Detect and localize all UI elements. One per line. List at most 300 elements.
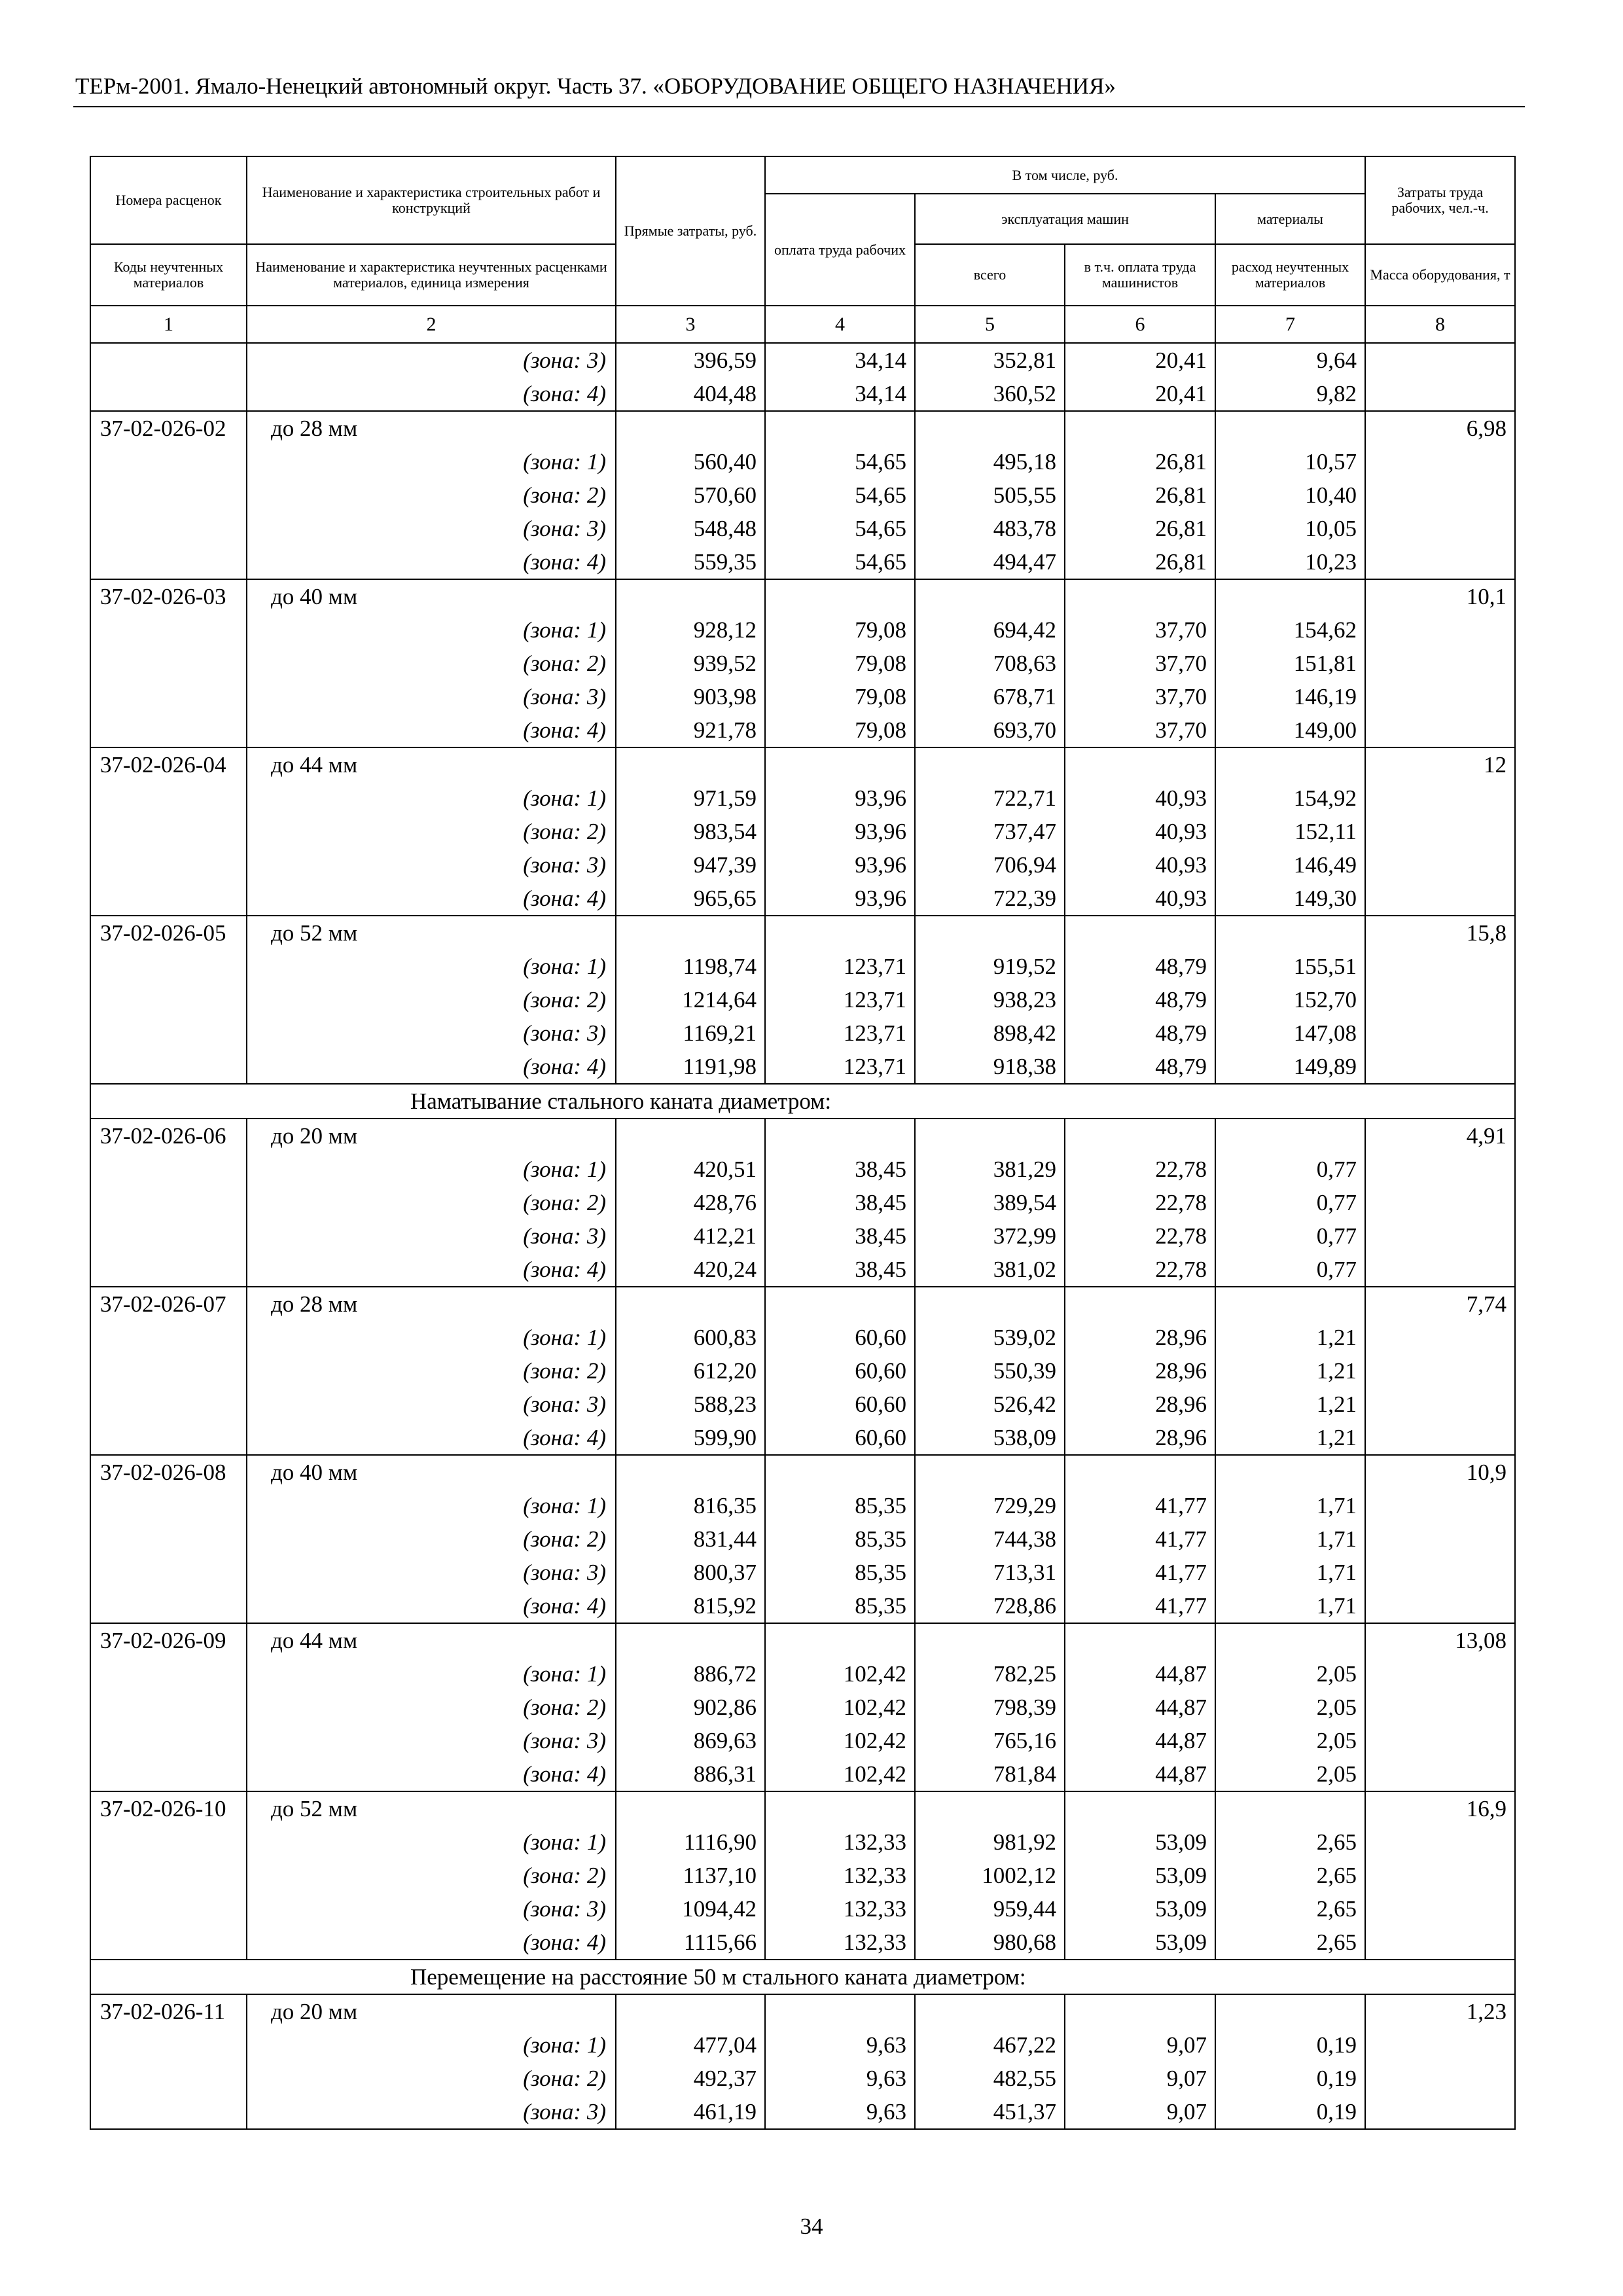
rate-code <box>90 1016 247 1050</box>
direct-cost: 560,40 <box>616 445 765 478</box>
zone-label: (зона: 2) <box>247 1691 616 1724</box>
machines-total: 722,71 <box>915 781 1065 815</box>
labor-pay: 60,60 <box>765 1321 915 1354</box>
rate-code <box>90 1892 247 1926</box>
machines-total: 980,68 <box>915 1926 1065 1960</box>
labor-pay: 79,08 <box>765 680 915 713</box>
col8-header-top: Затраты труда рабочих, чел.-ч. <box>1365 156 1515 244</box>
zone-row <box>90 2095 1515 2129</box>
direct-cost <box>616 1994 765 2028</box>
labor-pay: 102,42 <box>765 1724 915 1757</box>
materials-cost <box>1215 916 1365 950</box>
direct-cost: 600,83 <box>616 1321 765 1354</box>
rate-code <box>90 1926 247 1960</box>
rate-code: 37-02-026-07 <box>90 1287 247 1321</box>
rate-row <box>90 1994 1515 2028</box>
direct-cost: 983,54 <box>616 815 765 848</box>
zone-row <box>90 343 1515 377</box>
labor-pay: 54,65 <box>765 478 915 512</box>
materials-cost: 0,19 <box>1215 2028 1365 2062</box>
rate-code: 37-02-026-05 <box>90 916 247 950</box>
column-number: 1 <box>90 306 247 343</box>
labor-pay: 9,63 <box>765 2095 915 2129</box>
machinist-pay: 22,78 <box>1065 1186 1215 1219</box>
materials-cost <box>1215 1994 1365 2028</box>
col7-header: расход неучтенных материалов <box>1215 244 1365 306</box>
labor-pay: 132,33 <box>765 1926 915 1960</box>
rate-code <box>90 1522 247 1556</box>
direct-cost: 939,52 <box>616 647 765 680</box>
labor-pay: 60,60 <box>765 1388 915 1421</box>
direct-cost: 548,48 <box>616 512 765 545</box>
materials-cost: 146,49 <box>1215 848 1365 882</box>
labor-or-mass <box>1365 1186 1515 1219</box>
machinist-pay <box>1065 747 1215 781</box>
machinist-pay: 40,93 <box>1065 781 1215 815</box>
table-body <box>90 343 1515 2129</box>
labor-pay: 79,08 <box>765 713 915 747</box>
materials-cost: 149,30 <box>1215 882 1365 916</box>
labor-or-mass <box>1365 950 1515 983</box>
rate-code <box>90 1153 247 1186</box>
machinist-pay: 44,87 <box>1065 1657 1215 1691</box>
zone-label: (зона: 3) <box>247 848 616 882</box>
labor-pay: 54,65 <box>765 545 915 579</box>
zone-row <box>90 1859 1515 1892</box>
machines-total: 381,02 <box>915 1253 1065 1287</box>
direct-cost: 902,86 <box>616 1691 765 1724</box>
rate-code <box>90 1186 247 1219</box>
materials-cost: 1,21 <box>1215 1388 1365 1421</box>
section-row <box>90 1960 1515 1994</box>
direct-cost: 869,63 <box>616 1724 765 1757</box>
direct-cost: 800,37 <box>616 1556 765 1589</box>
table-header <box>90 156 1515 343</box>
zone-label: (зона: 2) <box>247 478 616 512</box>
direct-cost: 396,59 <box>616 343 765 377</box>
materials-cost: 152,70 <box>1215 983 1365 1016</box>
labor-pay <box>765 411 915 445</box>
zone-row <box>90 1186 1515 1219</box>
machinist-pay: 40,93 <box>1065 848 1215 882</box>
zone-row <box>90 815 1515 848</box>
direct-cost <box>616 411 765 445</box>
zone-row <box>90 445 1515 478</box>
direct-cost: 1198,74 <box>616 950 765 983</box>
rate-code <box>90 781 247 815</box>
rate-row <box>90 411 1515 445</box>
labor-or-mass <box>1365 1354 1515 1388</box>
column-number: 7 <box>1215 306 1365 343</box>
materials-cost: 1,21 <box>1215 1421 1365 1455</box>
zone-label: (зона: 3) <box>247 1219 616 1253</box>
machinist-pay: 53,09 <box>1065 1926 1215 1960</box>
rate-code <box>90 1489 247 1522</box>
machines-total <box>915 1791 1065 1825</box>
machines-total: 483,78 <box>915 512 1065 545</box>
machines-total: 495,18 <box>915 445 1065 478</box>
direct-cost <box>616 1455 765 1489</box>
labor-pay: 132,33 <box>765 1859 915 1892</box>
labor-or-mass: 10,9 <box>1365 1455 1515 1489</box>
machines-total: 938,23 <box>915 983 1065 1016</box>
labor-or-mass <box>1365 478 1515 512</box>
machinist-pay: 9,07 <box>1065 2028 1215 2062</box>
zone-label: (зона: 4) <box>247 1253 616 1287</box>
zone-label: (зона: 4) <box>247 882 616 916</box>
machinist-pay: 37,70 <box>1065 680 1215 713</box>
direct-cost: 420,24 <box>616 1253 765 1287</box>
zone-row <box>90 1421 1515 1455</box>
rate-name: до 40 мм <box>247 579 616 613</box>
machinist-pay: 20,41 <box>1065 343 1215 377</box>
rate-code: 37-02-026-03 <box>90 579 247 613</box>
zone-row <box>90 1892 1515 1926</box>
labor-or-mass <box>1365 1892 1515 1926</box>
rate-code <box>90 1388 247 1421</box>
machines-total: 782,25 <box>915 1657 1065 1691</box>
zone-row <box>90 1321 1515 1354</box>
zone-label: (зона: 2) <box>247 647 616 680</box>
section-spacer <box>90 1960 247 1994</box>
zone-label: (зона: 4) <box>247 1589 616 1623</box>
col6-header: в т.ч. оплата труда машинистов <box>1065 244 1215 306</box>
direct-cost: 928,12 <box>616 613 765 647</box>
zone-label: (зона: 2) <box>247 1354 616 1388</box>
materials-cost: 9,82 <box>1215 377 1365 411</box>
zone-row <box>90 1589 1515 1623</box>
zone-row <box>90 2062 1515 2095</box>
labor-pay <box>765 1994 915 2028</box>
zone-label: (зона: 2) <box>247 1859 616 1892</box>
zone-row <box>90 950 1515 983</box>
column-number: 3 <box>616 306 765 343</box>
materials-cost: 147,08 <box>1215 1016 1365 1050</box>
direct-cost: 921,78 <box>616 713 765 747</box>
labor-pay <box>765 916 915 950</box>
zone-row <box>90 1556 1515 1589</box>
machinist-pay: 48,79 <box>1065 1016 1215 1050</box>
zone-label: (зона: 1) <box>247 1657 616 1691</box>
machinist-pay: 22,78 <box>1065 1153 1215 1186</box>
zone-row <box>90 647 1515 680</box>
machines-total: 467,22 <box>915 2028 1065 2062</box>
materials-cost: 1,71 <box>1215 1589 1365 1623</box>
machinist-pay: 53,09 <box>1065 1859 1215 1892</box>
zone-label: (зона: 1) <box>247 2028 616 2062</box>
materials-cost <box>1215 1119 1365 1153</box>
labor-or-mass: 1,23 <box>1365 1994 1515 2028</box>
column-number: 6 <box>1065 306 1215 343</box>
materials-cost: 0,77 <box>1215 1153 1365 1186</box>
zone-label: (зона: 3) <box>247 1892 616 1926</box>
rate-code <box>90 343 247 377</box>
rate-code <box>90 1050 247 1084</box>
labor-pay: 9,63 <box>765 2062 915 2095</box>
labor-pay: 123,71 <box>765 1016 915 1050</box>
materials-cost: 2,05 <box>1215 1657 1365 1691</box>
direct-cost: 965,65 <box>616 882 765 916</box>
machines-total: 482,55 <box>915 2062 1065 2095</box>
labor-or-mass <box>1365 343 1515 377</box>
rate-code <box>90 2062 247 2095</box>
machines-total: 708,63 <box>915 647 1065 680</box>
materials-cost <box>1215 747 1365 781</box>
zone-label: (зона: 4) <box>247 1421 616 1455</box>
machines-total: 765,16 <box>915 1724 1065 1757</box>
page-number: 34 <box>800 2214 823 2239</box>
zone-label: (зона: 4) <box>247 377 616 411</box>
materials-cost: 1,21 <box>1215 1321 1365 1354</box>
labor-or-mass <box>1365 1522 1515 1556</box>
rate-code <box>90 2095 247 2129</box>
machinist-pay: 28,96 <box>1065 1321 1215 1354</box>
labor-pay: 60,60 <box>765 1354 915 1388</box>
direct-cost: 588,23 <box>616 1388 765 1421</box>
labor-pay: 93,96 <box>765 882 915 916</box>
zone-row <box>90 1016 1515 1050</box>
labor-or-mass: 13,08 <box>1365 1623 1515 1657</box>
rate-name: до 40 мм <box>247 1455 616 1489</box>
zone-label: (зона: 3) <box>247 1724 616 1757</box>
labor-or-mass <box>1365 815 1515 848</box>
materials-cost: 154,62 <box>1215 613 1365 647</box>
materials-cost: 151,81 <box>1215 647 1365 680</box>
machines-total <box>915 1623 1065 1657</box>
materials-cost: 10,57 <box>1215 445 1365 478</box>
zone-row <box>90 377 1515 411</box>
machinist-pay <box>1065 579 1215 613</box>
labor-pay: 123,71 <box>765 983 915 1016</box>
labor-pay: 102,42 <box>765 1691 915 1724</box>
header-rule <box>73 106 1525 107</box>
zone-label: (зона: 1) <box>247 950 616 983</box>
materials-cost: 0,77 <box>1215 1253 1365 1287</box>
materials-cost: 9,64 <box>1215 343 1365 377</box>
labor-pay <box>765 1119 915 1153</box>
labor-pay <box>765 747 915 781</box>
rate-name: до 20 мм <box>247 1119 616 1153</box>
zone-row <box>90 882 1515 916</box>
machinist-pay: 40,93 <box>1065 815 1215 848</box>
machines-total: 494,47 <box>915 545 1065 579</box>
direct-cost: 428,76 <box>616 1186 765 1219</box>
zone-row <box>90 1050 1515 1084</box>
labor-or-mass <box>1365 1016 1515 1050</box>
rate-code <box>90 1556 247 1589</box>
zone-label: (зона: 3) <box>247 512 616 545</box>
machines-total: 505,55 <box>915 478 1065 512</box>
rate-row <box>90 747 1515 781</box>
machinist-pay: 41,77 <box>1065 1556 1215 1589</box>
machines-total: 919,52 <box>915 950 1065 983</box>
direct-cost: 1191,98 <box>616 1050 765 1084</box>
direct-cost <box>616 1623 765 1657</box>
zone-label: (зона: 1) <box>247 1489 616 1522</box>
labor-or-mass <box>1365 1388 1515 1421</box>
zone-row <box>90 1825 1515 1859</box>
machinist-pay <box>1065 1119 1215 1153</box>
labor-or-mass: 7,74 <box>1365 1287 1515 1321</box>
zone-label: (зона: 1) <box>247 1153 616 1186</box>
rate-code <box>90 1219 247 1253</box>
zone-row <box>90 680 1515 713</box>
zone-row <box>90 512 1515 545</box>
machinist-pay: 48,79 <box>1065 1050 1215 1084</box>
rate-name: до 52 мм <box>247 916 616 950</box>
zone-label: (зона: 4) <box>247 713 616 747</box>
materials-cost: 2,65 <box>1215 1825 1365 1859</box>
labor-or-mass <box>1365 1757 1515 1791</box>
machinist-pay: 28,96 <box>1065 1354 1215 1388</box>
zone-label: (зона: 2) <box>247 983 616 1016</box>
direct-cost: 570,60 <box>616 478 765 512</box>
rate-code <box>90 713 247 747</box>
rate-code: 37-02-026-04 <box>90 747 247 781</box>
rate-name: до 44 мм <box>247 747 616 781</box>
rate-row <box>90 1119 1515 1153</box>
machines-total: 737,47 <box>915 815 1065 848</box>
rate-code <box>90 1825 247 1859</box>
materials-cost: 2,05 <box>1215 1757 1365 1791</box>
labor-pay: 60,60 <box>765 1421 915 1455</box>
rate-code: 37-02-026-02 <box>90 411 247 445</box>
labor-or-mass <box>1365 2095 1515 2129</box>
labor-pay: 102,42 <box>765 1757 915 1791</box>
machines-total: 744,38 <box>915 1522 1065 1556</box>
materials-cost: 1,21 <box>1215 1354 1365 1388</box>
labor-or-mass <box>1365 377 1515 411</box>
labor-pay: 79,08 <box>765 647 915 680</box>
labor-pay <box>765 1791 915 1825</box>
zone-label: (зона: 2) <box>247 2062 616 2095</box>
machinist-pay: 48,79 <box>1065 983 1215 1016</box>
labor-or-mass <box>1365 445 1515 478</box>
rate-code <box>90 1589 247 1623</box>
rate-code: 37-02-026-10 <box>90 1791 247 1825</box>
machines-total: 538,09 <box>915 1421 1065 1455</box>
labor-or-mass <box>1365 680 1515 713</box>
col2-header-top: Наименование и характеристика строительных работ и конструкций <box>247 156 616 244</box>
machines-total: 678,71 <box>915 680 1065 713</box>
col5-header: всего <box>915 244 1065 306</box>
page-header-title: ТЕРм-2001. Ямало-Ненецкий автономный округ. Часть 37. «ОБОРУДОВАНИЕ ОБЩЕГО НАЗНАЧЕНИЯ» <box>75 73 1116 99</box>
machines-total: 1002,12 <box>915 1859 1065 1892</box>
direct-cost: 477,04 <box>616 2028 765 2062</box>
machines-total: 706,94 <box>915 848 1065 882</box>
materials-cost: 154,92 <box>1215 781 1365 815</box>
machines-total <box>915 1455 1065 1489</box>
machinist-pay: 37,70 <box>1065 713 1215 747</box>
rate-code <box>90 613 247 647</box>
col1-header-top: Номера расценок <box>90 156 247 244</box>
labor-or-mass: 12 <box>1365 747 1515 781</box>
section-row <box>90 1084 1515 1119</box>
col2-header-bottom: Наименование и характеристика неучтенных расценками материалов, единица измерения <box>247 244 616 306</box>
materials-cost <box>1215 1791 1365 1825</box>
labor-or-mass <box>1365 613 1515 647</box>
rate-code <box>90 680 247 713</box>
rate-code <box>90 1421 247 1455</box>
zone-label: (зона: 4) <box>247 1050 616 1084</box>
rates-table <box>90 156 1516 2130</box>
zone-row <box>90 1691 1515 1724</box>
materials-cost: 149,89 <box>1215 1050 1365 1084</box>
direct-cost: 1137,10 <box>616 1859 765 1892</box>
labor-or-mass <box>1365 512 1515 545</box>
materials-cost: 1,71 <box>1215 1556 1365 1589</box>
labor-or-mass <box>1365 1489 1515 1522</box>
zone-row <box>90 983 1515 1016</box>
zone-row <box>90 613 1515 647</box>
labor-pay: 93,96 <box>765 781 915 815</box>
zone-row <box>90 1489 1515 1522</box>
labor-or-mass <box>1365 781 1515 815</box>
labor-or-mass <box>1365 1556 1515 1589</box>
labor-pay: 38,45 <box>765 1253 915 1287</box>
labor-pay: 123,71 <box>765 950 915 983</box>
machines-total: 352,81 <box>915 343 1065 377</box>
labor-pay: 54,65 <box>765 512 915 545</box>
labor-or-mass <box>1365 1050 1515 1084</box>
zone-label: (зона: 3) <box>247 680 616 713</box>
labor-pay: 38,45 <box>765 1153 915 1186</box>
labor-pay: 132,33 <box>765 1892 915 1926</box>
column-number: 8 <box>1365 306 1515 343</box>
rate-code <box>90 1253 247 1287</box>
machines-total <box>915 1119 1065 1153</box>
machinist-pay: 26,81 <box>1065 478 1215 512</box>
machines-total: 981,92 <box>915 1825 1065 1859</box>
labor-or-mass <box>1365 1691 1515 1724</box>
machinist-pay: 22,78 <box>1065 1219 1215 1253</box>
machines-total: 798,39 <box>915 1691 1065 1724</box>
rate-code: 37-02-026-06 <box>90 1119 247 1153</box>
labor-or-mass: 16,9 <box>1365 1791 1515 1825</box>
machinist-pay <box>1065 1623 1215 1657</box>
rate-code <box>90 1321 247 1354</box>
labor-or-mass <box>1365 1657 1515 1691</box>
rate-code <box>90 1724 247 1757</box>
rate-code <box>90 1657 247 1691</box>
materials-cost: 2,05 <box>1215 1724 1365 1757</box>
machines-total: 372,99 <box>915 1219 1065 1253</box>
materials-cost: 2,65 <box>1215 1926 1365 1960</box>
rate-code: 37-02-026-08 <box>90 1455 247 1489</box>
labor-or-mass: 10,1 <box>1365 579 1515 613</box>
direct-cost: 599,90 <box>616 1421 765 1455</box>
labor-pay <box>765 579 915 613</box>
machines-total: 729,29 <box>915 1489 1065 1522</box>
col8-header-bottom: Масса оборудования, т <box>1365 244 1515 306</box>
section-title: Наматывание стального каната диаметром: <box>247 1084 1515 1119</box>
zone-row <box>90 713 1515 747</box>
direct-cost: 1094,42 <box>616 1892 765 1926</box>
machinist-pay: 37,70 <box>1065 647 1215 680</box>
machines-total <box>915 1287 1065 1321</box>
machinist-pay: 28,96 <box>1065 1421 1215 1455</box>
rate-code <box>90 545 247 579</box>
machinist-pay <box>1065 1994 1215 2028</box>
labor-or-mass <box>1365 2028 1515 2062</box>
labor-pay: 79,08 <box>765 613 915 647</box>
rate-name: до 20 мм <box>247 1994 616 2028</box>
rate-code <box>90 848 247 882</box>
labor-or-mass <box>1365 1219 1515 1253</box>
machines-total: 918,38 <box>915 1050 1065 1084</box>
direct-cost: 404,48 <box>616 377 765 411</box>
zone-label: (зона: 3) <box>247 1016 616 1050</box>
